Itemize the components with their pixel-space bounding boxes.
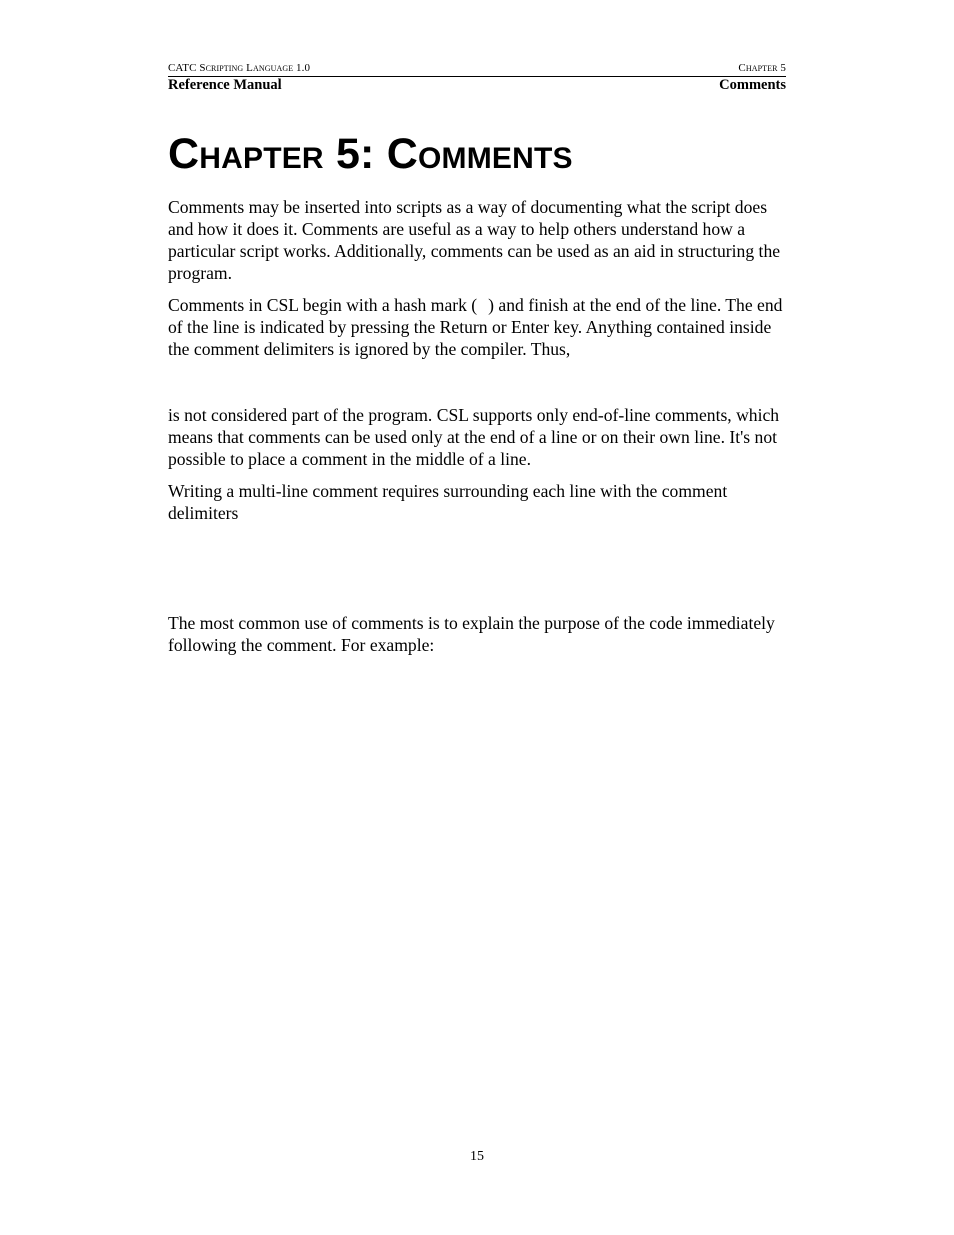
paragraph-common-use: The most common use of comments is to explain the purpose of the code immediately following the comment. For example: [168, 613, 775, 655]
header-chapter-name: Comments [719, 77, 786, 93]
paragraph-multi-line: Writing a multi-line comment requires surrounding each line with the comment delimiters [168, 481, 728, 523]
paragraph-hash-comments-start: Comments in CSL begin with a hash mark ( [168, 295, 478, 315]
header-manual-name: Reference Manual [168, 77, 282, 93]
paragraph-end-of-line: is not considered part of the program. CSL supports only end-of-line comments, which means that comments can be used only at the end of a line or on their own line. It's not possible to place a comment in the middle of a line. [168, 405, 780, 469]
paragraph-hash-comments [168, 294, 788, 360]
code-example-space [168, 360, 788, 404]
paragraph-hash-comments-end: ) and finish at the end of the line. The end of the line is indicated by pressing the Return or Enter key. Anything contained inside the comment delimiters is ignored by the compiler. Thus, [168, 295, 783, 359]
code-example-space-multi-line [168, 524, 788, 612]
header-top-row [168, 61, 786, 75]
header-chapter-number: Chapter 5 [738, 62, 786, 74]
page-number: 15 [470, 1149, 484, 1164]
header-bottom-row [168, 77, 786, 93]
chapter-title: Chapter 5: Comments [168, 130, 573, 178]
running-header [168, 61, 786, 93]
header-book-title: CATC Scripting Language 1.0 [168, 62, 311, 74]
body-text [168, 196, 788, 656]
paragraph-intro: Comments may be inserted into scripts as a way of documenting what the script does and how it does it. Comments are useful as a way to help others understand how a particular script works. Additionally, comments can be used as an aid in structuring the program. [168, 197, 781, 283]
